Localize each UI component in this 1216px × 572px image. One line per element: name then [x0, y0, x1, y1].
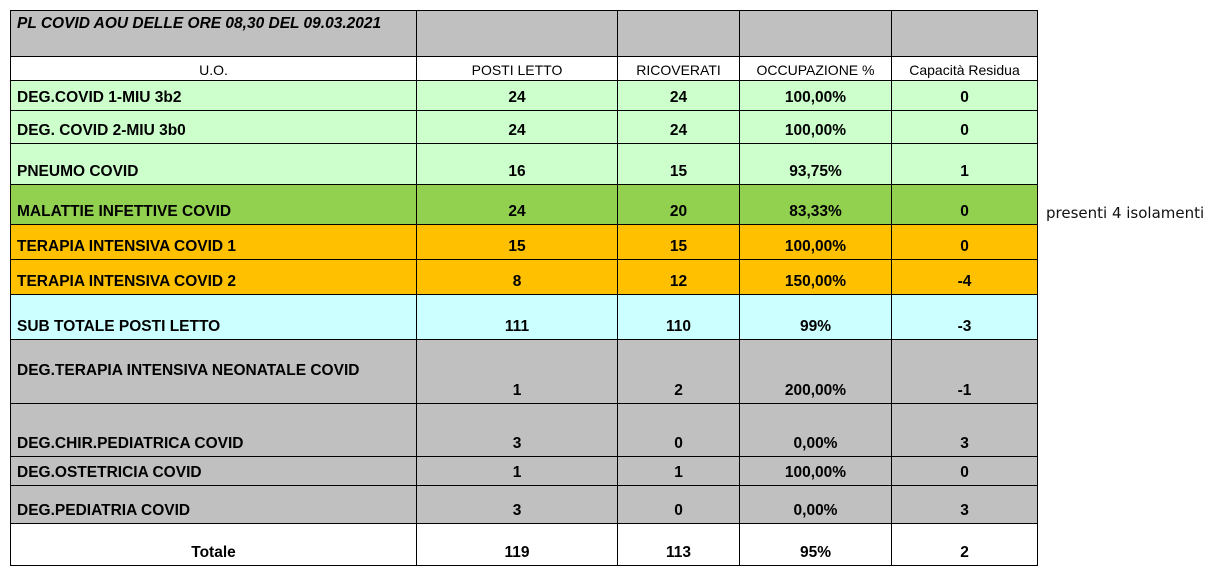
- total-capacita-residua: 2: [892, 524, 1038, 566]
- capacita-residua-value: -1: [892, 340, 1038, 404]
- capacita-residua-value: 0: [892, 225, 1038, 260]
- posti-letto-value: 24: [417, 185, 618, 225]
- ricoverati-value: 15: [618, 144, 740, 185]
- ricoverati-value: 0: [618, 404, 740, 457]
- ricoverati-value: 1: [618, 457, 740, 486]
- posti-letto-value: 8: [417, 260, 618, 295]
- capacita-residua-value: 1: [892, 144, 1038, 185]
- table-row: [11, 340, 1038, 404]
- posti-letto-value: 1: [417, 340, 618, 404]
- table-row: [11, 457, 1038, 486]
- header-uo: U.O.: [11, 57, 417, 81]
- unit-name: DEG.CHIR.PEDIATRICA COVID: [11, 404, 417, 457]
- posti-letto-value: 1: [417, 457, 618, 486]
- occupazione-value: 99%: [740, 295, 892, 340]
- posti-letto-value: 16: [417, 144, 618, 185]
- title-blank-cell: [417, 11, 618, 57]
- ricoverati-value: 20: [618, 185, 740, 225]
- title-row: [11, 11, 1038, 57]
- occupazione-value: 0,00%: [740, 404, 892, 457]
- ricoverati-value: 24: [618, 81, 740, 111]
- table-row: [11, 404, 1038, 457]
- table-row: [11, 81, 1038, 111]
- ricoverati-value: 0: [618, 486, 740, 524]
- ricoverati-value: 15: [618, 225, 740, 260]
- total-occupazione: 95%: [740, 524, 892, 566]
- title-blank-cell: [618, 11, 740, 57]
- posti-letto-value: 15: [417, 225, 618, 260]
- occupazione-value: 100,00%: [740, 111, 892, 144]
- unit-name: DEG.OSTETRICIA COVID: [11, 457, 417, 486]
- occupazione-value: 100,00%: [740, 457, 892, 486]
- header-ricoverati: RICOVERATI: [618, 57, 740, 81]
- posti-letto-value: 24: [417, 81, 618, 111]
- unit-name-text: DEG.TERAPIA INTENSIVA NEONATALE COVID: [17, 362, 360, 379]
- total-row: [11, 524, 1038, 566]
- posti-letto-value: 111: [417, 295, 618, 340]
- capacita-residua-value: 0: [892, 457, 1038, 486]
- header-row: [11, 57, 1038, 81]
- capacita-residua-value: 0: [892, 81, 1038, 111]
- ricoverati-value: 2: [618, 340, 740, 404]
- unit-name: SUB TOTALE POSTI LETTO: [11, 295, 417, 340]
- capacita-residua-value: 0: [892, 111, 1038, 144]
- total-label: Totale: [11, 524, 417, 566]
- occupazione-value: 150,00%: [740, 260, 892, 295]
- capacita-residua-value: -3: [892, 295, 1038, 340]
- table-row: [11, 260, 1038, 295]
- unit-name: DEG.COVID 1-MIU 3b2: [11, 81, 417, 111]
- bed-occupancy-table: [10, 10, 1038, 566]
- occupazione-value: 0,00%: [740, 486, 892, 524]
- header-occupazione: OCCUPAZIONE %: [740, 57, 892, 81]
- table-row: [11, 486, 1038, 524]
- sheet-title: PL COVID AOU DELLE ORE 08,30 DEL 09.03.2021: [11, 11, 417, 57]
- isolation-note: presenti 4 isolamenti: [1046, 204, 1205, 222]
- unit-name: PNEUMO COVID: [11, 144, 417, 185]
- total-posti-letto: 119: [417, 524, 618, 566]
- ricoverati-value: 110: [618, 295, 740, 340]
- title-blank-cell: [892, 11, 1038, 57]
- posti-letto-value: 3: [417, 404, 618, 457]
- posti-letto-value: 24: [417, 111, 618, 144]
- posti-letto-value: 3: [417, 486, 618, 524]
- capacita-residua-value: 0: [892, 185, 1038, 225]
- title-blank-cell: [740, 11, 892, 57]
- occupazione-value: 100,00%: [740, 81, 892, 111]
- total-ricoverati: 113: [618, 524, 740, 566]
- occupazione-value: 83,33%: [740, 185, 892, 225]
- subtotal-row: [11, 295, 1038, 340]
- capacita-residua-value: 3: [892, 486, 1038, 524]
- unit-name: TERAPIA INTENSIVA COVID 2: [11, 260, 417, 295]
- unit-name: TERAPIA INTENSIVA COVID 1: [11, 225, 417, 260]
- occupazione-value: 200,00%: [740, 340, 892, 404]
- header-posti-letto: POSTI LETTO: [417, 57, 618, 81]
- unit-name: [11, 340, 417, 404]
- ricoverati-value: 12: [618, 260, 740, 295]
- unit-name: DEG. COVID 2-MIU 3b0: [11, 111, 417, 144]
- table-row: [11, 225, 1038, 260]
- ricoverati-value: 24: [618, 111, 740, 144]
- table-row: [11, 111, 1038, 144]
- capacita-residua-value: 3: [892, 404, 1038, 457]
- table-row: [11, 144, 1038, 185]
- header-capacita-residua: Capacità Residua: [892, 57, 1038, 81]
- unit-name: MALATTIE INFETTIVE COVID: [11, 185, 417, 225]
- unit-name: DEG.PEDIATRIA COVID: [11, 486, 417, 524]
- occupazione-value: 93,75%: [740, 144, 892, 185]
- occupazione-value: 100,00%: [740, 225, 892, 260]
- table-row: [11, 185, 1038, 225]
- capacita-residua-value: -4: [892, 260, 1038, 295]
